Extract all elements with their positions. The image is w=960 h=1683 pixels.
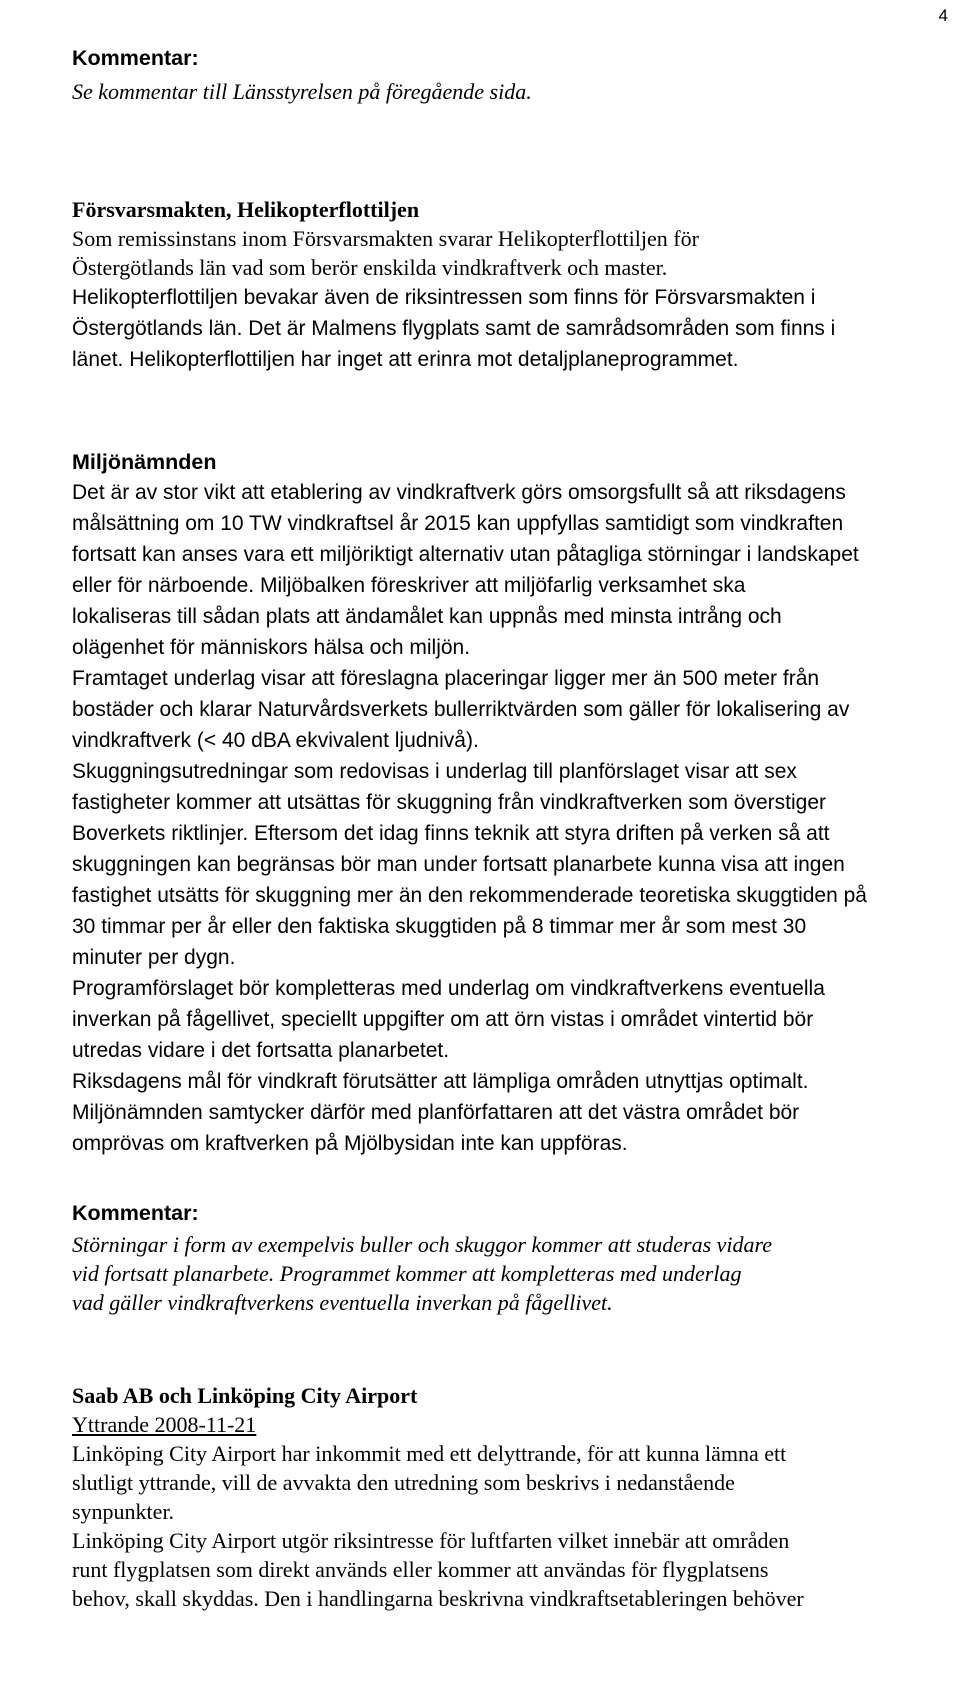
- section-heading-miljonamnden: Miljönämnden: [72, 450, 217, 474]
- paragraph-line: bostäder och klarar Naturvårdsverkets bullerriktvärden som gäller för lokalisering av: [72, 698, 850, 721]
- paragraph-line: Riksdagens mål för vindkraft förutsätter att lämpliga områden utnyttjas optimalt.: [72, 1070, 809, 1093]
- paragraph-line: skuggningen kan begränsas bör man under fortsatt planarbete kunna visa att ingen: [72, 853, 845, 876]
- paragraph-line: målsättning om 10 TW vindkraftsel år 2015 kan uppfyllas samtidigt som vindkraften: [72, 512, 844, 535]
- comment-heading: Kommentar:: [72, 46, 199, 70]
- paragraph-line: länet. Helikopterflottiljen har inget att erinra mot detaljplaneprogrammet.: [72, 348, 739, 371]
- paragraph-line: fastighet utsätts för skuggning mer än den rekommenderade teoretiska skuggtiden på: [72, 884, 867, 907]
- paragraph-line: fortsatt kan anses vara ett miljöriktigt alternativ utan påtagliga störningar i landskapet: [72, 543, 859, 566]
- paragraph-line: lokaliseras till sådan plats att ändamålet kan uppnås med minsta intrång och: [72, 605, 782, 628]
- section-heading-saab: Saab AB och Linköping City Airport: [72, 1383, 418, 1408]
- section-heading-forsvarsmakten: Försvarsmakten, Helikopterflottiljen: [72, 197, 420, 222]
- paragraph-line: Miljönämnden samtycker därför med planförfattaren att det västra området bör: [72, 1101, 800, 1124]
- paragraph-line: runt flygplatsen som direkt används eller kommer att användas för flygplatsens: [72, 1557, 769, 1582]
- page-number: 4: [938, 6, 948, 25]
- paragraph-line: utredas vidare i det fortsatta planarbetet.: [72, 1039, 450, 1062]
- paragraph-line: inverkan på fågellivet, speciellt uppgifter om att örn vistas i området vintertid bör: [72, 1008, 814, 1031]
- comment-heading: Kommentar:: [72, 1201, 199, 1225]
- paragraph-line: Östergötlands län vad som berör enskilda vindkraftverk och master.: [72, 255, 668, 280]
- statement-date: Yttrande 2008-11-21: [72, 1412, 257, 1437]
- paragraph-line: synpunkter.: [72, 1499, 175, 1524]
- paragraph-line: Som remissinstans inom Försvarsmakten svarar Helikopterflottiljen för: [72, 226, 699, 251]
- paragraph-line: Helikopterflottiljen bevakar även de riksintressen som finns för Försvarsmakten i: [72, 286, 816, 309]
- paragraph-line: Boverkets riktlinjer. Eftersom det idag finns teknik att styra driften på verken så att: [72, 822, 830, 845]
- paragraph-line: Östergötlands län. Det är Malmens flygplats samt de samrådsområden som finns i: [72, 317, 836, 340]
- comment-text-line: Se kommentar till Länsstyrelsen på föregående sida.: [72, 79, 532, 104]
- paragraph-line: olägenhet för människors hälsa och miljön.: [72, 636, 471, 659]
- paragraph-line: behov, skall skyddas. Den i handlingarna beskrivna vindkraftsetableringen behöver: [72, 1586, 804, 1611]
- comment-text-line: vad gäller vindkraftverkens eventuella inverkan på fågellivet.: [72, 1290, 613, 1315]
- paragraph-line: eller för närboende. Miljöbalken föreskriver att miljöfarlig verksamhet ska: [72, 574, 746, 597]
- paragraph-line: Det är av stor vikt att etablering av vindkraftverk görs omsorgsfullt så att riksdagens: [72, 481, 846, 504]
- paragraph-line: slutligt yttrande, vill de avvakta den utredning som beskrivs i nedanstående: [72, 1470, 735, 1495]
- comment-text-line: Störningar i form av exempelvis buller och skuggor kommer att studeras vidare: [72, 1232, 773, 1257]
- paragraph-line: Linköping City Airport har inkommit med ett delyttrande, för att kunna lämna ett: [72, 1441, 787, 1466]
- paragraph-line: Framtaget underlag visar att föreslagna placeringar ligger mer än 500 meter från: [72, 667, 820, 690]
- paragraph-line: vindkraftverk (< 40 dBA ekvivalent ljudnivå).: [72, 729, 479, 752]
- paragraph-line: minuter per dygn.: [72, 946, 236, 969]
- paragraph-line: omprövas om kraftverken på Mjölbysidan inte kan uppföras.: [72, 1132, 628, 1155]
- comment-text-line: vid fortsatt planarbete. Programmet kommer att kompletteras med underlag: [72, 1261, 742, 1286]
- paragraph-line: Programförslaget bör kompletteras med underlag om vindkraftverkens eventuella: [72, 977, 825, 1000]
- paragraph-line: fastigheter kommer att utsättas för skuggning från vindkraftverken som överstiger: [72, 791, 827, 814]
- paragraph-line: Skuggningsutredningar som redovisas i underlag till planförslaget visar att sex: [72, 760, 797, 783]
- paragraph-line: 30 timmar per år eller den faktiska skuggtiden på 8 timmar mer år som mest 30: [72, 915, 807, 938]
- paragraph-line: Linköping City Airport utgör riksintresse för luftfarten vilket innebär att områden: [72, 1528, 790, 1553]
